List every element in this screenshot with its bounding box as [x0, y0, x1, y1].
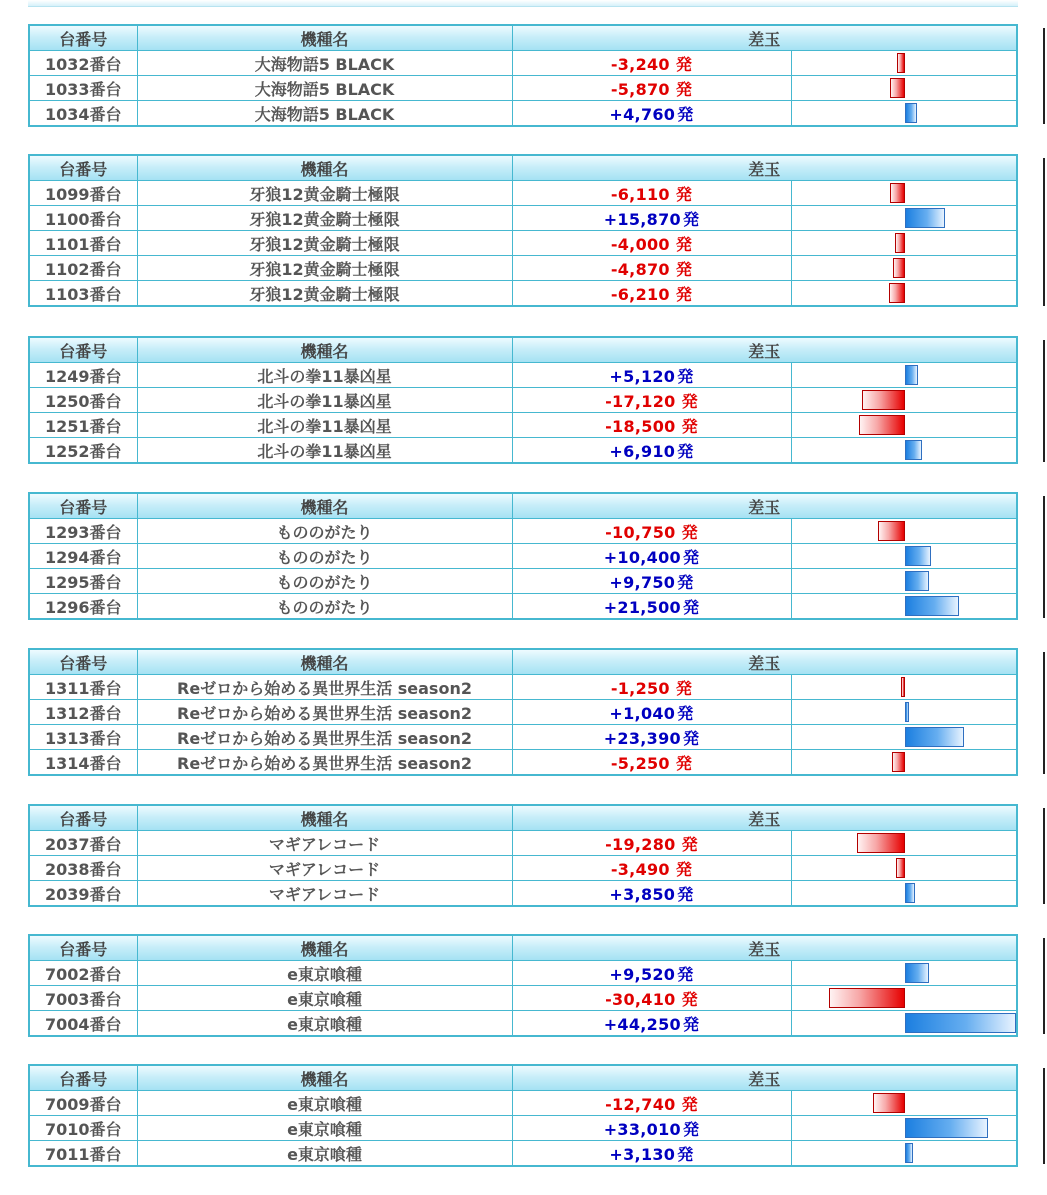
difference-value	[512, 594, 791, 620]
table-row	[29, 1011, 1017, 1037]
slump-table	[28, 648, 1018, 776]
unit-label: 発	[681, 522, 698, 542]
difference-bar-cell	[791, 281, 1017, 307]
difference-amount: +4,760	[609, 104, 676, 124]
negative-bar	[829, 988, 905, 1008]
machine-name[interactable]: 牙狼12黄金騎士極限	[137, 231, 512, 256]
difference-bar-cell	[791, 256, 1017, 281]
machine-number[interactable]: 1294番台	[29, 544, 137, 569]
difference-value	[512, 363, 791, 388]
machine-number[interactable]: 1032番台	[29, 51, 137, 76]
machine-name[interactable]: e東京喰種	[137, 1116, 512, 1141]
machine-number[interactable]: 1101番台	[29, 231, 137, 256]
machine-name[interactable]: 大海物語5 BLACK	[137, 101, 512, 127]
header-difference: 差玉	[512, 493, 1017, 519]
difference-value	[512, 1116, 791, 1141]
machine-number[interactable]: 2037番台	[29, 831, 137, 856]
unit-label: 発	[675, 54, 693, 74]
table-row	[29, 675, 1017, 700]
table-row	[29, 1116, 1017, 1141]
difference-amount: -19,280	[605, 834, 676, 854]
difference-bar-cell	[791, 1011, 1017, 1037]
difference-value	[512, 675, 791, 700]
table-row	[29, 101, 1017, 127]
positive-bar	[905, 546, 931, 566]
header-machine-name: 機種名	[137, 935, 512, 961]
difference-bar-cell	[791, 413, 1017, 438]
machine-name[interactable]: e東京喰種	[137, 986, 512, 1011]
machine-number[interactable]: 1034番台	[29, 101, 137, 127]
table-row	[29, 76, 1017, 101]
unit-label: 発	[677, 964, 694, 984]
difference-amount: -3,240	[610, 54, 670, 74]
header-difference: 差玉	[512, 1065, 1017, 1091]
difference-value	[512, 51, 791, 76]
header-difference: 差玉	[512, 337, 1017, 363]
header-machine-number: 台番号	[29, 1065, 137, 1091]
positive-bar	[905, 596, 959, 616]
difference-amount: -4,000	[610, 234, 670, 254]
difference-amount: +9,520	[609, 964, 676, 984]
header-difference: 差玉	[512, 805, 1017, 831]
table-row	[29, 281, 1017, 307]
machine-number[interactable]: 1296番台	[29, 594, 137, 620]
header-machine-number: 台番号	[29, 649, 137, 675]
machine-number[interactable]: 2039番台	[29, 881, 137, 907]
header-machine-number: 台番号	[29, 25, 137, 51]
difference-value	[512, 519, 791, 544]
difference-amount: -6,110	[610, 184, 670, 204]
unit-label: 発	[682, 1119, 700, 1139]
unit-label: 発	[681, 1094, 698, 1114]
difference-value	[512, 961, 791, 986]
table-row	[29, 1141, 1017, 1167]
header-machine-number: 台番号	[29, 155, 137, 181]
machine-number[interactable]: 1311番台	[29, 675, 137, 700]
difference-value	[512, 76, 791, 101]
difference-bar-cell	[791, 881, 1017, 907]
machine-name[interactable]: Reゼロから始める異世界生活 season2	[137, 750, 512, 776]
unit-label: 発	[675, 859, 693, 879]
positive-bar	[905, 883, 915, 903]
negative-bar	[862, 390, 905, 410]
unit-label: 発	[677, 703, 694, 723]
negative-bar	[890, 78, 905, 98]
machine-name[interactable]: Reゼロから始める異世界生活 season2	[137, 700, 512, 725]
header-machine-name: 機種名	[137, 649, 512, 675]
difference-amount: +15,870	[603, 209, 681, 229]
header-machine-name: 機種名	[137, 493, 512, 519]
difference-value	[512, 856, 791, 881]
slump-table	[28, 154, 1018, 307]
machine-name[interactable]: Reゼロから始める異世界生活 season2	[137, 675, 512, 700]
header-machine-number: 台番号	[29, 805, 137, 831]
right-edge-marker	[1043, 158, 1045, 306]
difference-bar-cell	[791, 569, 1017, 594]
difference-bar-cell	[791, 101, 1017, 127]
machine-name[interactable]: 北斗の拳11暴凶星	[137, 363, 512, 388]
difference-value	[512, 544, 791, 569]
table-row	[29, 1091, 1017, 1116]
difference-amount: -3,490	[610, 859, 670, 879]
positive-bar	[905, 727, 964, 747]
machine-name[interactable]: 牙狼12黄金騎士極限	[137, 206, 512, 231]
negative-bar	[892, 752, 905, 772]
machine-name[interactable]: e東京喰種	[137, 1141, 512, 1167]
slump-table	[28, 492, 1018, 620]
difference-bar-cell	[791, 594, 1017, 620]
negative-bar	[857, 833, 905, 853]
unit-label: 発	[677, 366, 694, 386]
machine-name[interactable]: マギアレコード	[137, 831, 512, 856]
difference-value	[512, 881, 791, 907]
unit-label: 発	[677, 1144, 694, 1164]
machine-number[interactable]: 1313番台	[29, 725, 137, 750]
machine-number[interactable]: 7010番台	[29, 1116, 137, 1141]
slump-table	[28, 934, 1018, 1037]
right-edge-marker	[1043, 652, 1045, 774]
difference-value	[512, 725, 791, 750]
machine-name[interactable]: 牙狼12黄金騎士極限	[137, 181, 512, 206]
slump-table	[28, 804, 1018, 907]
unit-label: 発	[675, 753, 693, 773]
machine-name[interactable]: e東京喰種	[137, 1011, 512, 1037]
table-row	[29, 750, 1017, 776]
header-machine-number: 台番号	[29, 337, 137, 363]
difference-amount: -10,750	[605, 522, 676, 542]
difference-amount: +44,250	[603, 1014, 681, 1034]
difference-amount: +6,910	[609, 441, 676, 461]
table-row	[29, 961, 1017, 986]
machine-number[interactable]: 2038番台	[29, 856, 137, 881]
unit-label: 発	[677, 441, 694, 461]
machine-number[interactable]: 1033番台	[29, 76, 137, 101]
difference-bar-cell	[791, 206, 1017, 231]
difference-value	[512, 231, 791, 256]
difference-value	[512, 206, 791, 231]
negative-bar	[893, 258, 905, 278]
unit-label: 発	[675, 234, 693, 254]
difference-amount: +9,750	[609, 572, 676, 592]
negative-bar	[890, 183, 905, 203]
negative-bar	[895, 233, 905, 253]
difference-bar-cell	[791, 725, 1017, 750]
table-row	[29, 231, 1017, 256]
machine-name[interactable]: 北斗の拳11暴凶星	[137, 413, 512, 438]
difference-value	[512, 569, 791, 594]
table-row	[29, 569, 1017, 594]
difference-amount: -12,740	[605, 1094, 676, 1114]
positive-bar	[905, 1118, 988, 1138]
positive-bar	[905, 103, 917, 123]
positive-bar	[905, 440, 922, 460]
difference-bar-cell	[791, 1091, 1017, 1116]
right-edge-marker	[1043, 340, 1045, 462]
header-difference: 差玉	[512, 25, 1017, 51]
table-row	[29, 438, 1017, 464]
difference-value	[512, 1091, 791, 1116]
difference-amount: -30,410	[605, 989, 676, 1009]
table-row	[29, 363, 1017, 388]
unit-label: 発	[681, 834, 698, 854]
machine-number[interactable]: 1314番台	[29, 750, 137, 776]
difference-bar-cell	[791, 544, 1017, 569]
difference-value	[512, 281, 791, 307]
positive-bar	[905, 365, 918, 385]
machine-number[interactable]: 7009番台	[29, 1091, 137, 1116]
difference-value	[512, 1141, 791, 1167]
unit-label: 発	[675, 79, 693, 99]
difference-amount: +23,390	[603, 728, 681, 748]
difference-amount: -17,120	[605, 391, 676, 411]
difference-value	[512, 388, 791, 413]
difference-bar-cell	[791, 363, 1017, 388]
header-machine-name: 機種名	[137, 155, 512, 181]
table-row	[29, 51, 1017, 76]
header-difference: 差玉	[512, 155, 1017, 181]
table-row	[29, 256, 1017, 281]
right-edge-marker	[1043, 496, 1045, 618]
header-machine-name: 機種名	[137, 1065, 512, 1091]
difference-bar-cell	[791, 181, 1017, 206]
difference-bar-cell	[791, 1116, 1017, 1141]
machine-name[interactable]: 大海物語5 BLACK	[137, 51, 512, 76]
machine-name[interactable]: もののがたり	[137, 519, 512, 544]
machine-name[interactable]: e東京喰種	[137, 961, 512, 986]
header-machine-name: 機種名	[137, 337, 512, 363]
machine-name[interactable]: マギアレコード	[137, 881, 512, 907]
difference-bar-cell	[791, 388, 1017, 413]
unit-label: 発	[681, 391, 698, 411]
difference-amount: +21,500	[603, 597, 681, 617]
header-machine-number: 台番号	[29, 493, 137, 519]
slump-table	[28, 24, 1018, 127]
machine-name[interactable]: もののがたり	[137, 594, 512, 620]
positive-bar	[905, 963, 929, 983]
machine-name[interactable]: もののがたり	[137, 569, 512, 594]
negative-bar	[896, 858, 905, 878]
difference-amount: +5,120	[609, 366, 676, 386]
machine-name[interactable]: 牙狼12黄金騎士極限	[137, 281, 512, 307]
positive-bar	[905, 571, 929, 591]
negative-bar	[878, 521, 905, 541]
difference-value	[512, 256, 791, 281]
difference-value	[512, 831, 791, 856]
difference-bar-cell	[791, 986, 1017, 1011]
header-machine-name: 機種名	[137, 805, 512, 831]
table-row	[29, 206, 1017, 231]
table-row	[29, 519, 1017, 544]
difference-amount: -4,870	[610, 259, 670, 279]
difference-value	[512, 438, 791, 464]
table-row	[29, 413, 1017, 438]
positive-bar	[905, 208, 945, 228]
unit-label: 発	[682, 547, 700, 567]
table-row	[29, 700, 1017, 725]
machine-number[interactable]: 1103番台	[29, 281, 137, 307]
difference-value	[512, 181, 791, 206]
table-row	[29, 594, 1017, 620]
difference-bar-cell	[791, 438, 1017, 464]
machine-number[interactable]: 7002番台	[29, 961, 137, 986]
unit-label: 発	[675, 259, 693, 279]
header-machine-name: 機種名	[137, 25, 512, 51]
difference-bar-cell	[791, 700, 1017, 725]
difference-amount: -5,250	[610, 753, 670, 773]
machine-number[interactable]: 1100番台	[29, 206, 137, 231]
machine-number[interactable]: 1249番台	[29, 363, 137, 388]
top-divider	[28, 0, 1018, 7]
machine-number[interactable]: 1251番台	[29, 413, 137, 438]
machine-number[interactable]: 1099番台	[29, 181, 137, 206]
difference-amount: +10,400	[603, 547, 681, 567]
negative-bar	[859, 415, 905, 435]
difference-bar-cell	[791, 961, 1017, 986]
right-edge-marker	[1043, 808, 1045, 904]
unit-label: 発	[682, 728, 700, 748]
table-row	[29, 831, 1017, 856]
positive-bar	[905, 1013, 1016, 1033]
difference-amount: +1,040	[609, 703, 676, 723]
unit-label: 発	[675, 184, 693, 204]
positive-bar	[905, 1143, 913, 1163]
difference-value	[512, 101, 791, 127]
table-row	[29, 725, 1017, 750]
right-edge-marker	[1043, 1068, 1045, 1164]
header-machine-number: 台番号	[29, 935, 137, 961]
difference-amount: -5,870	[610, 79, 670, 99]
difference-amount: +3,130	[609, 1144, 676, 1164]
unit-label: 発	[682, 1014, 700, 1034]
machine-name[interactable]: 大海物語5 BLACK	[137, 76, 512, 101]
right-edge-marker	[1043, 28, 1045, 124]
unit-label: 発	[675, 284, 693, 304]
slump-table	[28, 336, 1018, 464]
negative-bar	[897, 53, 905, 73]
difference-value	[512, 986, 791, 1011]
machine-name[interactable]: e東京喰種	[137, 1091, 512, 1116]
difference-amount: -6,210	[610, 284, 670, 304]
machine-number[interactable]: 1295番台	[29, 569, 137, 594]
slump-table	[28, 1064, 1018, 1167]
table-row	[29, 181, 1017, 206]
difference-bar-cell	[791, 675, 1017, 700]
difference-value	[512, 1011, 791, 1037]
difference-amount: +3,850	[609, 884, 676, 904]
machine-number[interactable]: 1250番台	[29, 388, 137, 413]
difference-bar-cell	[791, 519, 1017, 544]
machine-name[interactable]: 牙狼12黄金騎士極限	[137, 256, 512, 281]
unit-label: 発	[681, 416, 698, 436]
difference-amount: -18,500	[605, 416, 676, 436]
difference-bar-cell	[791, 856, 1017, 881]
table-row	[29, 544, 1017, 569]
difference-bar-cell	[791, 231, 1017, 256]
difference-bar-cell	[791, 51, 1017, 76]
negative-bar	[901, 677, 905, 697]
negative-bar	[889, 283, 905, 303]
unit-label: 発	[682, 597, 700, 617]
table-row	[29, 388, 1017, 413]
unit-label: 発	[677, 104, 694, 124]
unit-label: 発	[681, 989, 698, 1009]
table-row	[29, 986, 1017, 1011]
difference-bar-cell	[791, 750, 1017, 776]
machine-name[interactable]: 北斗の拳11暴凶星	[137, 388, 512, 413]
header-difference: 差玉	[512, 935, 1017, 961]
difference-value	[512, 700, 791, 725]
table-row	[29, 881, 1017, 907]
difference-amount: -1,250	[610, 678, 670, 698]
machine-number[interactable]: 1312番台	[29, 700, 137, 725]
header-difference: 差玉	[512, 649, 1017, 675]
table-row	[29, 856, 1017, 881]
negative-bar	[873, 1093, 905, 1113]
difference-amount: +33,010	[603, 1119, 681, 1139]
difference-value	[512, 750, 791, 776]
unit-label: 発	[682, 209, 700, 229]
machine-name[interactable]: 北斗の拳11暴凶星	[137, 438, 512, 464]
difference-bar-cell	[791, 76, 1017, 101]
difference-bar-cell	[791, 1141, 1017, 1167]
machine-number[interactable]: 7003番台	[29, 986, 137, 1011]
positive-bar	[905, 702, 909, 722]
right-edge-marker	[1043, 938, 1045, 1034]
machine-name[interactable]: Reゼロから始める異世界生活 season2	[137, 725, 512, 750]
unit-label: 発	[675, 678, 693, 698]
machine-number[interactable]: 1252番台	[29, 438, 137, 464]
machine-number[interactable]: 7004番台	[29, 1011, 137, 1037]
difference-bar-cell	[791, 831, 1017, 856]
difference-value	[512, 413, 791, 438]
machine-name[interactable]: マギアレコード	[137, 856, 512, 881]
machine-number[interactable]: 1102番台	[29, 256, 137, 281]
machine-number[interactable]: 1293番台	[29, 519, 137, 544]
machine-number[interactable]: 7011番台	[29, 1141, 137, 1167]
unit-label: 発	[677, 884, 694, 904]
machine-name[interactable]: もののがたり	[137, 544, 512, 569]
unit-label: 発	[677, 572, 694, 592]
